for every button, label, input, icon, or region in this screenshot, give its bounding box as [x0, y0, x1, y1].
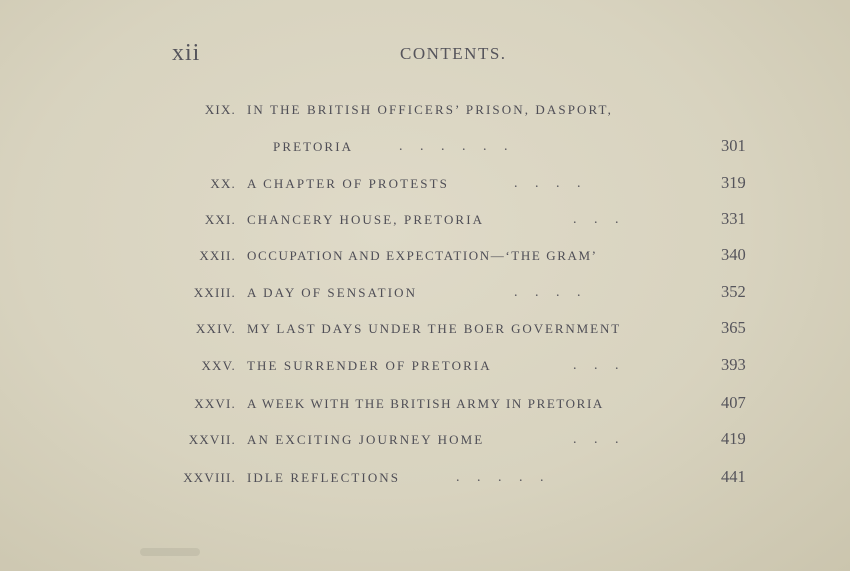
chapter-number: XXVII.	[188, 432, 236, 447]
toc-entry-xxi	[0, 209, 850, 231]
toc-entry-xxviii	[0, 467, 850, 489]
chapter-number: XIX.	[204, 102, 236, 117]
running-head: CONTENTS.	[400, 44, 507, 63]
page-number: 331	[721, 209, 746, 228]
chapter-number: XXI.	[204, 212, 236, 227]
page-number: 319	[721, 173, 746, 192]
leader-dots: . . .	[573, 432, 619, 447]
toc-entry-xxv	[0, 355, 850, 377]
leader-dots: . . . .	[514, 176, 581, 191]
chapter-title-continuation: PRETORIA	[273, 139, 354, 154]
toc-entry-xx	[0, 173, 850, 195]
toc-entry-xxvii	[0, 429, 850, 451]
chapter-title: A CHAPTER OF PROTESTS	[247, 176, 449, 191]
chapter-title: OCCUPATION AND EXPECTATION—‘THE GRAM’	[247, 248, 598, 263]
leader-dots: . . . .	[514, 285, 581, 300]
chapter-number: XX.	[210, 176, 236, 191]
page-number: 301	[721, 136, 746, 155]
toc-entry-xxii	[0, 245, 850, 267]
chapter-title: IDLE REFLECTIONS	[247, 470, 401, 485]
page-number: 393	[721, 355, 746, 374]
page-number: 340	[721, 245, 746, 264]
page-number: 365	[721, 318, 746, 337]
toc-entry-xix-continuation	[0, 136, 850, 158]
leader-dots: . . . . . .	[399, 139, 508, 154]
leader-dots: . . .	[573, 212, 619, 227]
chapter-number: XXIV.	[195, 321, 236, 336]
page-number: 407	[721, 393, 746, 412]
chapter-title: AN EXCITING JOURNEY HOME	[247, 432, 485, 447]
page-number: 419	[721, 429, 746, 448]
toc-entry-xxiv	[0, 318, 850, 340]
chapter-title: IN THE BRITISH OFFICERS’ PRISON, DASPORT,	[247, 102, 613, 117]
chapter-title: MY LAST DAYS UNDER THE BOER GOVERNMENT	[247, 321, 622, 336]
chapter-number: XXVI.	[194, 396, 236, 411]
page-folio: xii	[172, 40, 201, 66]
chapter-number: XXIII.	[193, 285, 236, 300]
leader-dots: . . . . .	[456, 470, 544, 485]
chapter-title: THE SURRENDER OF PRETORIA	[247, 358, 492, 373]
paper-stain	[140, 548, 200, 556]
chapter-title: CHANCERY HOUSE, PRETORIA	[247, 212, 485, 227]
toc-entry-xxvi	[0, 393, 850, 415]
page-number: 352	[721, 282, 746, 301]
chapter-number: XXVIII.	[183, 470, 236, 485]
toc-entry-xix	[0, 99, 850, 121]
leader-dots: . . .	[573, 358, 619, 373]
chapter-title: A WEEK WITH THE BRITISH ARMY IN PRETORIA	[247, 396, 604, 411]
chapter-number: XXV.	[201, 358, 236, 373]
chapter-title: A DAY OF SENSATION	[247, 285, 418, 300]
page-number: 441	[721, 467, 746, 486]
toc-entry-xxiii	[0, 282, 850, 304]
chapter-number: XXII.	[199, 248, 236, 263]
